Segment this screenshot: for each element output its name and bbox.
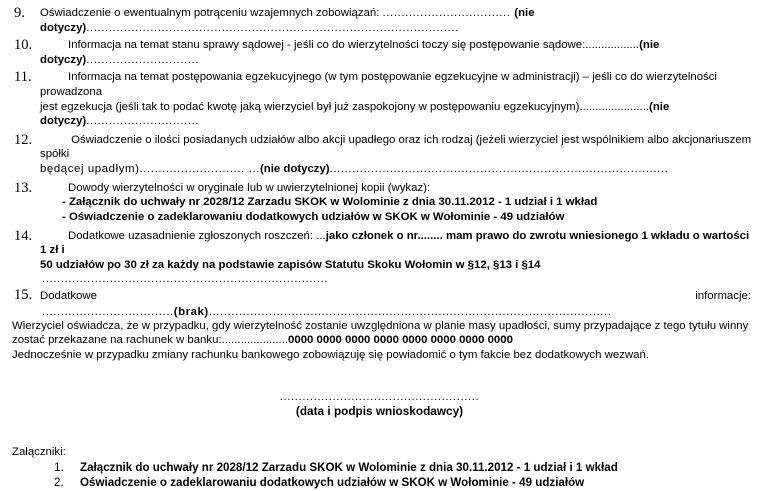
text-segment: Oświadczenie o ewentualnym potrąceniu wzajemnych zobowiązań:: [40, 7, 383, 19]
filled-value: (nie dotyczy): [259, 162, 330, 175]
attachment-text: Oświadczenie o zadeklarowaniu dodatkowych udziałów w SKOK w Wołominie - 49 udziałów: [80, 476, 585, 490]
declaration-paragraph-1: Wierzyciel oświadcza, że w przypadku, gdy wierzytelność zostanie uwzględniona w planie masy upadłości, sumy przypadające z tego tytułu winny: [12, 319, 749, 332]
item-number: 14.: [14, 227, 33, 244]
evidence-bullet: - Oświadczenie o zadeklarowaniu dodatkowych udziałów w SKOK w Wołominie - 49 udziałów: [62, 210, 565, 223]
attachment-list-item: [6, 460, 753, 475]
filled-value: jako członek o nr........ mam prawo do zwrotu wniesionego 1 wkładu o wartości 1 zł i: [40, 229, 750, 257]
bank-account-number: 0000 0000 0000 0000 0000 0000 0000 0000: [288, 334, 513, 347]
declaration-paragraph-2: [6, 333, 753, 348]
item-number: 12.: [14, 131, 33, 148]
item-line: [40, 114, 753, 129]
dot-leader: ..........................................................................................: [329, 162, 669, 175]
signature-dot-line: .....................................................: [279, 390, 480, 403]
additional-info-label-right: informacje:: [695, 289, 751, 302]
dot-leader: ..............................: [86, 53, 200, 66]
item-number: 11.: [14, 69, 32, 86]
text-segment: będącej upadłym)............................ ...: [40, 162, 260, 175]
additional-info-label: Dodatkowe: [40, 289, 97, 302]
numbered-item-12: [6, 133, 753, 177]
item-line: [40, 70, 753, 99]
item-line: [40, 100, 753, 115]
item-number: 9.: [14, 5, 25, 21]
item-number: 13.: [14, 179, 33, 196]
text-segment: jest egzekucja (jeśli tak to podać kwotę jaką wierzyciel był już zaspokojony w postępowaniu egzekucyjnym)......................: [40, 100, 650, 113]
signature-block: [6, 391, 753, 419]
numbered-item-10: [6, 38, 753, 67]
dot-leader: ...........................................................................................................: [208, 305, 612, 318]
numbered-item-14: [6, 229, 753, 273]
item-line: [40, 38, 753, 53]
dot-leader: ..................................: [382, 7, 515, 19]
attachment-number: 2.: [54, 476, 64, 490]
text-segment: zostać przekazane na rachunek w banku:.....................: [12, 334, 289, 347]
filled-value: dotyczy): [40, 115, 87, 128]
dot-leader: ...................................: [42, 305, 174, 318]
item-line: [40, 181, 753, 196]
text-segment: Oświadczenie o ilości posiadanych udziałów albo akcji upadłego oraz ich rodzaj (jeżeli wierzyciel jest wspólnikiem albo akcjonariuszem spółki: [40, 133, 752, 161]
filled-value: dotyczy): [40, 53, 87, 66]
item-line: [40, 229, 753, 258]
numbered-item-13: [6, 181, 753, 225]
filled-value: (nie: [639, 39, 660, 52]
filled-value: (nie: [649, 100, 670, 113]
dot-leader: ..............................: [86, 115, 200, 128]
item-line: [40, 162, 753, 177]
item-body: [40, 133, 753, 177]
numbered-item-11: [6, 70, 753, 128]
dot-leader-row: ............................................................................: [42, 272, 329, 285]
item-line: [40, 53, 753, 68]
filled-value: (brak): [173, 305, 209, 318]
filled-value: (nie dotyczy): [40, 7, 535, 34]
numbered-item-9: [6, 6, 753, 35]
item-body: [40, 6, 753, 35]
text-segment: Dowody wierzytelności w oryginale lub w uwierzytelnionej kopii (wykaz):: [68, 181, 431, 194]
text-segment: Informacja na temat stanu sprawy sądowej - jeśli co do wierzytelności toczy się postępowanie sądowe:.................: [68, 39, 640, 52]
declaration-paragraph-3: Jednocześnie w przypadku zmiany rachunku bankowego zobowiązuję się powiadomić o tym fakcie bez dodatkowych wezwań.: [12, 349, 649, 362]
attachment-number: 1.: [54, 460, 64, 474]
item-line: 50 udziałów po 30 zł za każdy na podstawie zapisów Statutu Skoku Wołomin w §12, §13 i §14: [40, 258, 541, 271]
text-segment: Dodatkowe uzasadnienie zgłoszonych roszczeń: ...: [68, 229, 326, 242]
item-line: [40, 6, 753, 35]
item-body: [40, 181, 753, 225]
dot-leader: ...................................................................................................: [86, 21, 459, 34]
item-body: [40, 38, 753, 67]
attachments-title: Załączniki:: [12, 445, 66, 458]
attachment-list-item: [6, 475, 753, 490]
brak-line: [6, 305, 753, 319]
signature-caption: (data i podpis wnioskodawcy): [295, 403, 464, 418]
item-body: [40, 288, 753, 304]
item-line: [40, 133, 753, 162]
item-body: [40, 229, 753, 273]
attachment-text: Załącznik do uchwały nr 2028/12 Zarzadu SKOK w Wolominie z dnia 30.11.2012 - 1 udział i 1 wkład: [80, 460, 618, 474]
evidence-bullet: - Załącznik do uchwały nr 2028/12 Zarzadu SKOK w Wolominie z dnia 30.11.2012 - 1 udział i 1 wkład: [62, 196, 598, 209]
text-segment: Informacja na temat postępowania egzekucyjnego (w tym postępowanie egzekucyjne w administracji) – jeśli co do wierzytelności prowadzona: [40, 71, 717, 98]
numbered-item-15: [6, 288, 753, 304]
item-number: 15.: [14, 286, 33, 303]
item-body: [40, 70, 753, 128]
item-number: 10.: [14, 37, 33, 54]
